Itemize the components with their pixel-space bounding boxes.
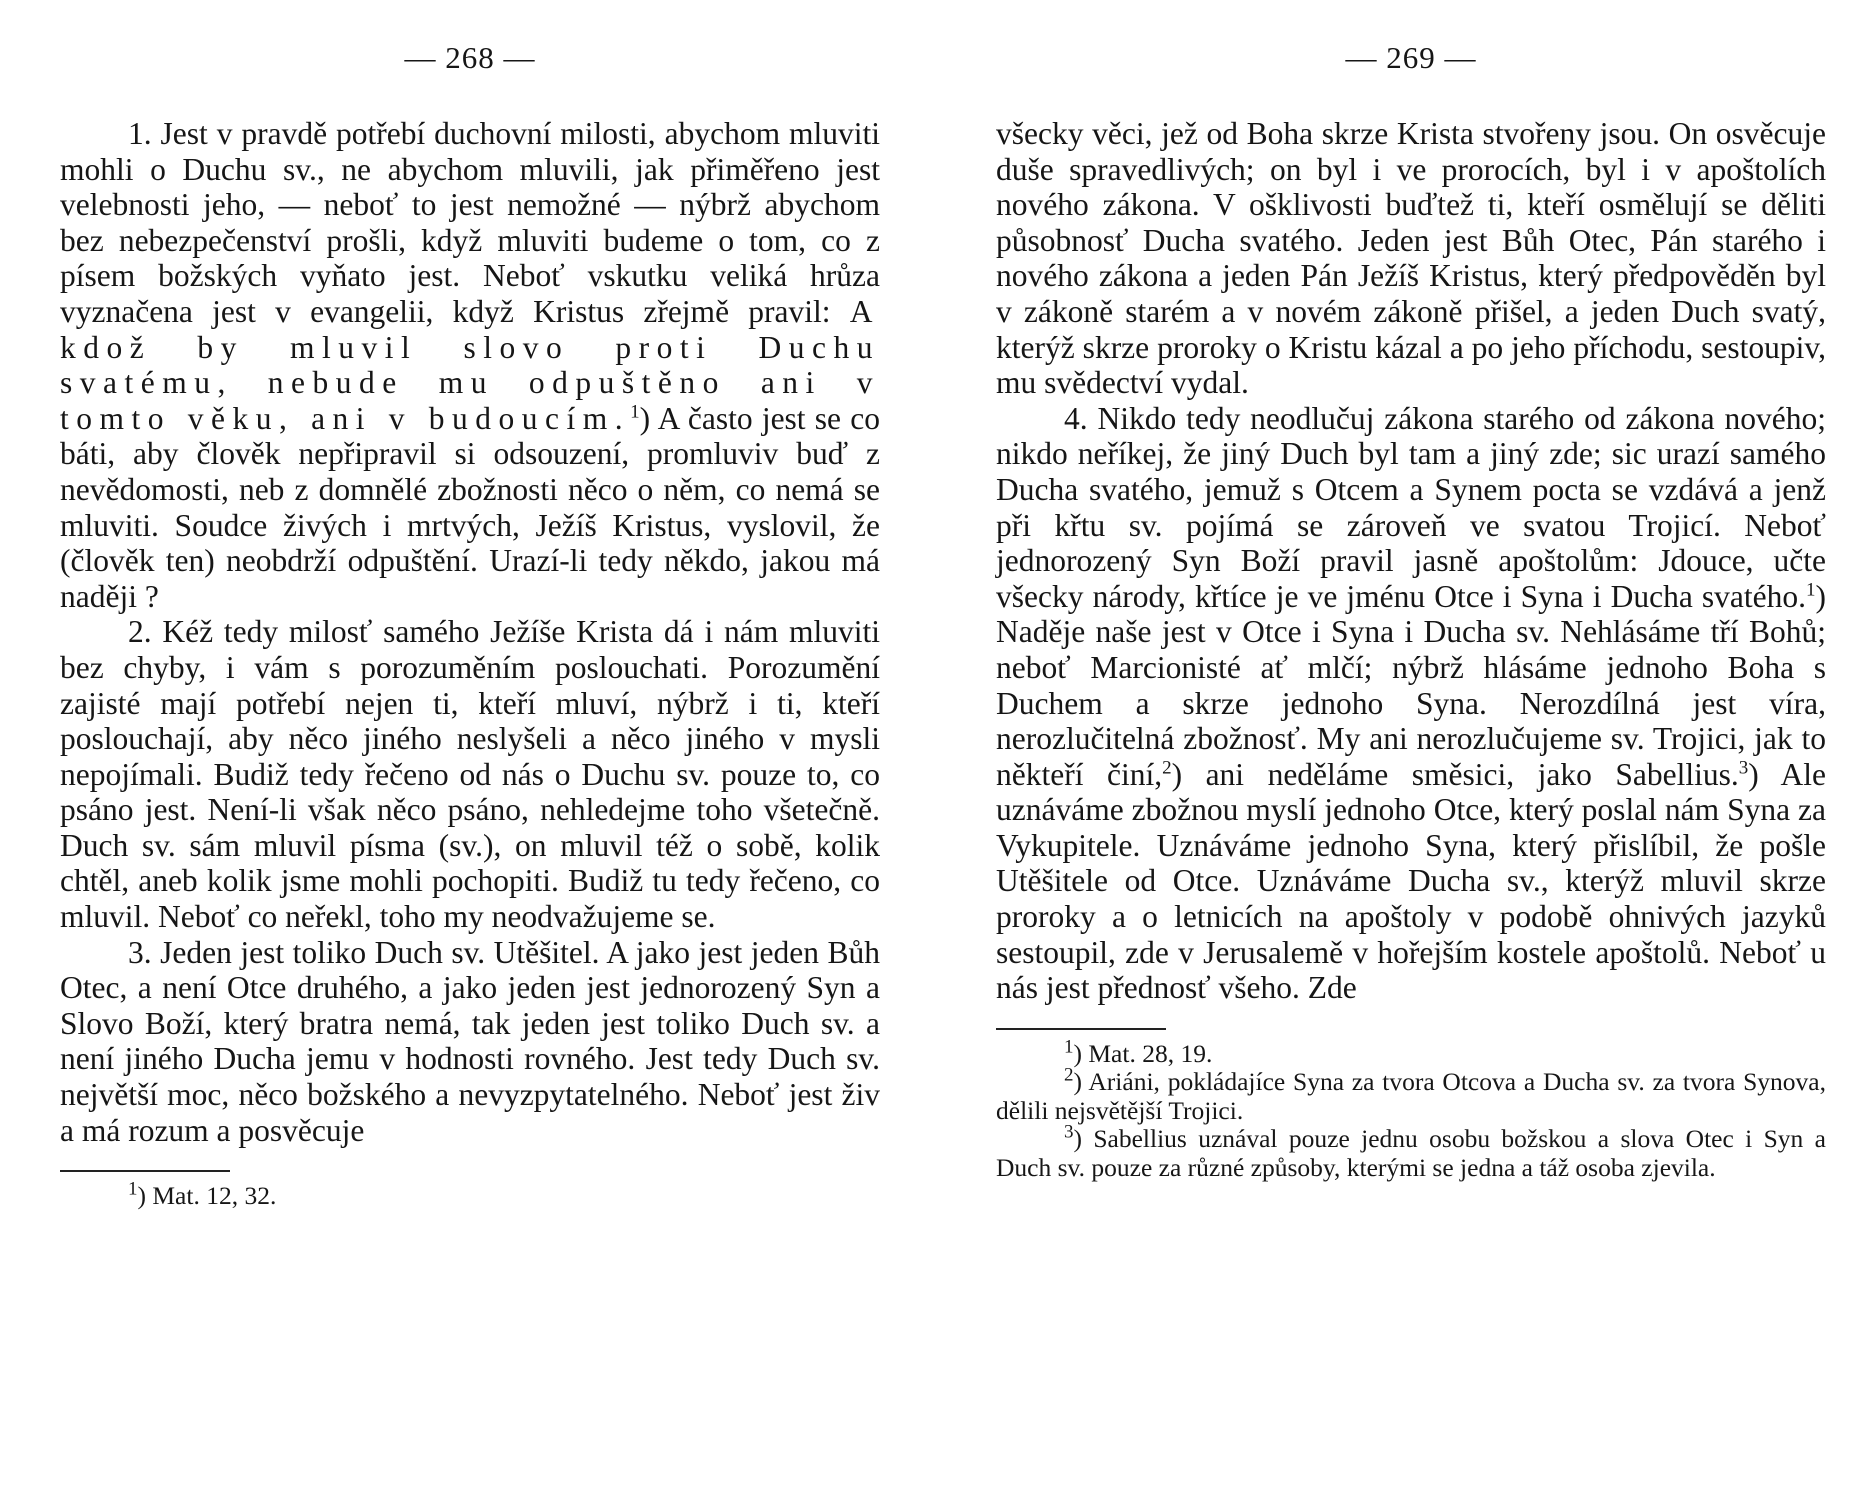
page-number: — 269 —	[1345, 40, 1477, 75]
footnote-divider	[60, 1170, 230, 1172]
footnote	[996, 1121, 1826, 1182]
footnote-ref: 3	[1738, 757, 1749, 779]
footnote-text: ) Sabellius uznával pouze jednu osobu božskou a slova Otec i Syn a Duch sv. pouze za různé způsoby, kterými se jedna a táž osoba zjevila.	[996, 1124, 1826, 1182]
paragraph-1	[60, 116, 880, 614]
paragraph-4	[996, 401, 1826, 1006]
footnote-mark: 1	[128, 1178, 138, 1200]
footnotes	[996, 1036, 1826, 1183]
paragraph-text: 4. Nikdo tedy neodlučuj zákona starého od zákona nového; nikdo neříkej, že jiný Duch byl tam a jiný zde; sic urazí samého Ducha svatého, jemuž s Otcem a Synem pocta se vzdává a jenž při křtu sv. pojímá se zároveň ve svatou Trojicí. Neboť jednorozený Syn Boží pravil jasně apoštolům: Jdouce, učte všecky národy, křtíce je ve jménu Otce i Syna i Ducha svatého.	[996, 400, 1826, 614]
page-number: — 268 —	[404, 40, 536, 75]
footnote-mark: 1	[1064, 1036, 1074, 1058]
spaced-quotation: A kdož by mluvil slovo proti Duchu svatému, nebude mu odpuštěno ani v tomto věku, ani v budoucím.	[60, 293, 880, 436]
footnote	[996, 1036, 1826, 1069]
page-body	[60, 116, 880, 1148]
paragraph-text: ) ani neděláme směsici, jako Sabellius.	[1171, 756, 1739, 792]
paragraph-2: 2. Kéž tedy milosť samého Ježíše Krista dá i nám mluviti bez chyby, i vám s porozuměním poslouchati. Porozumění zajisté mají potřebí nejen ti, kteří mluví, nýbrž i ti, kteří poslouchají, aby něco jiného neslyšeli a něco jiného v mysli nepojímali. Budiž tedy řečeno od nás o Duchu sv. pouze to, co psáno jest. Není-li však něco psáno, nehledejme toho všetečně. Duch sv. sám mluvil písma (sv.), on mluvil též o sobě, kolik chtěl, aneb kolik jsme mohli pochopiti. Budiž tu tedy řečeno, co mluvil. Neboť co neřekl, toho my neodvažujeme se.	[60, 614, 880, 935]
page-body	[996, 116, 1826, 1006]
footnote-ref: 2	[1162, 757, 1172, 779]
footnote	[60, 1178, 880, 1211]
right-page	[996, 38, 1826, 1478]
footnote-ref: 1	[630, 401, 640, 423]
left-page	[60, 38, 880, 1478]
footnote-mark: 2	[1064, 1064, 1074, 1086]
paragraph-3: 3. Jeden jest toliko Duch sv. Utěšitel. A jako jest jeden Bůh Otec, a není Otce druhého, a jako jeden jest jednorozený Syn a Slovo Boží, který bratra nemá, tak jeden jest toliko Duch sv. a není jiného Ducha jemu v hodnosti rovného. Jest tedy Duch sv. největší moc, něco božského a nevyzpytatelného. Neboť jest živ a má rozum a posvěcuje	[60, 934, 880, 1148]
footnote-ref: 1	[1806, 579, 1816, 601]
footnote-text: ) Mat. 28, 19.	[1073, 1038, 1213, 1068]
footnote-text: ) Mat. 12, 32.	[137, 1181, 277, 1211]
paragraph-text: ) A často jest se co báti, aby člověk nepřipravil si odsouzení, promluviv buď z nevědomosti, neb z domnělé zbožnosti něco o něm, co nemá se mluviti. Soudce živých i mrtvých, Ježíš Kristus, vyslovil, že (člověk ten) neobdrží odpuštění. Urazí-li tedy někdo, jakou má naději ?	[60, 400, 880, 614]
footnote-mark: 3	[1064, 1121, 1074, 1143]
paragraph-text: 1. Jest v pravdě potřebí duchovní milosti, abychom mluviti mohli o Duchu sv., ne abychom mluvili, jak přiměřeno jest velebnosti jeho, — neboť to jest nemožné — nýbrž abychom bez nebezpečenství prošli, když mluviti budeme o tom, co z písem božských vyňato jest. Neboť vskutku veliká hrůza vyznačena jest v evangelii, když Kristus zřejmě pravil:	[60, 116, 880, 329]
footnote-text: ) Ariáni, pokládajíce Syna za tvora Otcova a Ducha sv. za tvora Synova, dělili nejsvětější Trojici.	[996, 1067, 1826, 1125]
footnote-divider	[996, 1028, 1166, 1030]
paragraph-text: ) Naděje naše jest v Otce i Syna i Ducha sv. Nehlásáme tří Bohů; neboť Marcionisté ať mlčí; nýbrž hlásáme jednoho Boha s Duchem a skrze jednoho Syna. Nerozdílná jest víra, nerozlučitelná zbožnosť. My ani nerozlučujeme sv. Trojici, jak to někteří činí,	[996, 578, 1826, 792]
paragraph-text: ) Ale uznáváme zbožnou myslí jednoho Otce, který poslal nám Syna za Vykupitele. Uznáváme jednoho Syna, který přislíbil, že pošle Utěšitele od Otce. Uznáváme Ducha sv., kterýž mluvil skrze proroky a o letnicích na apoštoly v podobě ohnivých jazyků sestoupil, zde v Jerusalemě v hořejším kostele apoštolů. Neboť u nás jest přednosť všeho. Zde	[996, 756, 1826, 1006]
paragraph-continued: všecky věci, jež od Boha skrze Krista stvořeny jsou. On osvěcuje duše spravedlivých; on byl i ve prorocích, byl i v apoštolích nového zákona. V ošklivosti buďtež ti, kteří osmělují se děliti působnosť Ducha svatého. Jeden jest Bůh Otec, Pán starého i nového zákona a jeden Pán Ježíš Kristus, který předpověděn byl v zákoně starém a v novém zákoně přišel, a jeden Duch svatý, kterýž skrze proroky o Kristu kázal a po jeho příchodu, sestoupiv, mu svědectví vydal.	[996, 116, 1826, 401]
footnotes	[60, 1178, 880, 1211]
footnote	[996, 1064, 1826, 1125]
